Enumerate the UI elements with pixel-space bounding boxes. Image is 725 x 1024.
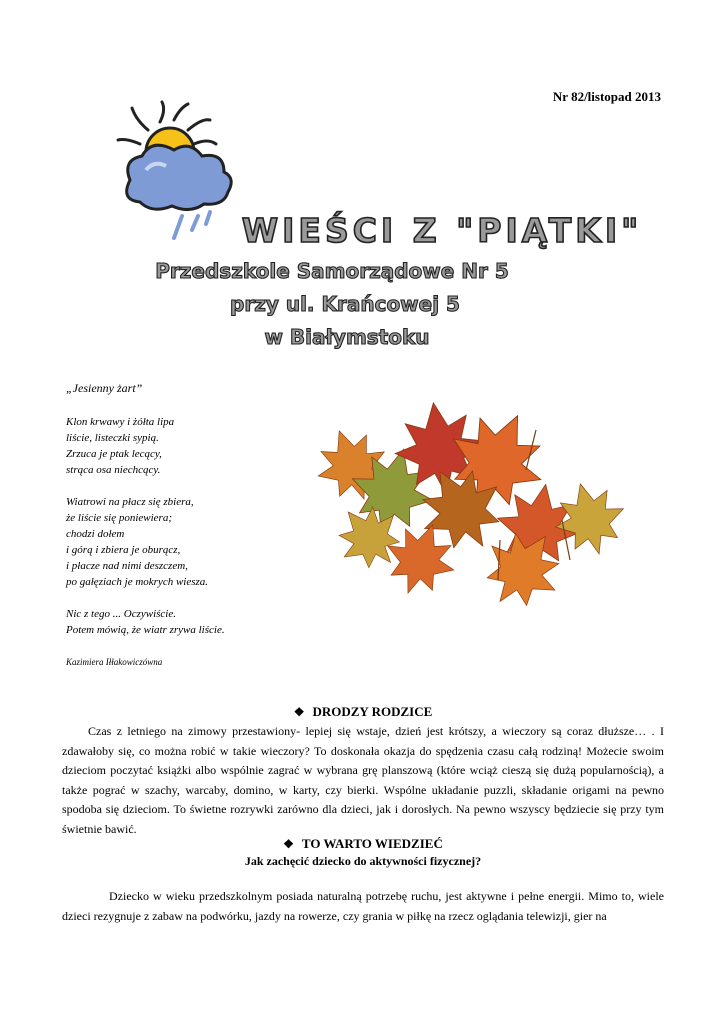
sun-cloud-logo bbox=[112, 100, 262, 250]
school-name bbox=[155, 254, 530, 354]
poem-line: Klon krwawy i żółta lipa bbox=[66, 416, 175, 428]
section-heading bbox=[62, 836, 664, 852]
poem-line: liście, listeczki sypią. bbox=[66, 432, 159, 444]
section-good-to-know bbox=[62, 836, 664, 926]
poem-line: i górą i zbiera je oburącz, bbox=[66, 544, 181, 556]
poem-title: „Jesienny żart” bbox=[66, 381, 143, 395]
poem bbox=[66, 380, 326, 670]
poem-line: Potem mówią, że wiatr zrywa liście. bbox=[66, 624, 225, 636]
poem-line: chodzi dołem bbox=[66, 528, 125, 540]
poem-line: Nic z tego ... Oczywiście. bbox=[66, 608, 176, 620]
poem-stanza-1 bbox=[66, 414, 326, 478]
school-line-3: w Białymstoku bbox=[264, 325, 430, 349]
section-dear-parents bbox=[62, 704, 664, 839]
poem-line: Zrzuca je ptak lecący, bbox=[66, 448, 162, 460]
poem-line: i płacze nad nimi deszczem, bbox=[66, 560, 188, 572]
diamond-bullet-icon: ❖ bbox=[283, 837, 294, 851]
poem-line: Wiatrowi na płacz się zbiera, bbox=[66, 496, 194, 508]
poem-line: że liście się poniewiera; bbox=[66, 512, 173, 524]
poem-stanza-3 bbox=[66, 606, 326, 638]
section-heading-text: DRODZY RODZICE bbox=[312, 704, 433, 719]
school-line-2: przy ul. Krańcowej 5 bbox=[230, 292, 460, 316]
poem-stanza-2 bbox=[66, 494, 326, 590]
section-subheading: Jak zachęcić dziecko do aktywności fizycznej? bbox=[244, 854, 482, 868]
autumn-leaves-image bbox=[300, 410, 650, 610]
poem-line: po gałęziach je mokrych wiesza. bbox=[66, 576, 209, 588]
section-heading bbox=[62, 704, 664, 720]
section-body: Dziecko w wieku przedszkolnym posiada naturalną potrzebę ruchu, jest aktywne i pełne energii. Mimo to, wiele dzieci rezygnuje z zabaw na podwórku, jazdy na rowerze, czy grania w piłkę na rzecz oglądania telewizji, gier na bbox=[62, 889, 664, 923]
school-line-1: Przedszkole Samorządowe Nr 5 bbox=[155, 259, 509, 283]
poem-line: strąca osa niechcący. bbox=[66, 464, 161, 476]
section-body: Czas z letniego na zimowy przestawiony- lepiej się wstaje, dzień jest krótszy, a wieczory są coraz dłuższe… . I zdawałoby się, co można robić w takie wieczory? To doskonała okazja do spędzenia czasu całą rodziną! Możecie swoim dzieciom poczytać książki albo wspólnie zagrać w wybrana grę planszową (które wciąż cieszą się dużą popularnością), a także pograć w szachy, warcaby, domino, w karty, czy bierki. Wspólne układanie puzzli, składanie origami na pewno spodoba się dzieciom. To świetne rozrywki zarówno dla dzieci, jak i dorosłych. Na pewno wszyscy będziecie się przy tym świetnie bawić. bbox=[62, 724, 664, 836]
masthead-title-text: WIEŚCI Z "PIĄTKI" bbox=[241, 211, 643, 250]
issue-number: Nr 82/listopad 2013 bbox=[552, 89, 661, 104]
diamond-bullet-icon: ❖ bbox=[293, 705, 305, 719]
poem-author: Kazimiera Iłłakowiczówna bbox=[66, 657, 163, 667]
section-heading-text: TO WARTO WIEDZIEĆ bbox=[301, 836, 443, 851]
masthead-title bbox=[241, 204, 643, 254]
